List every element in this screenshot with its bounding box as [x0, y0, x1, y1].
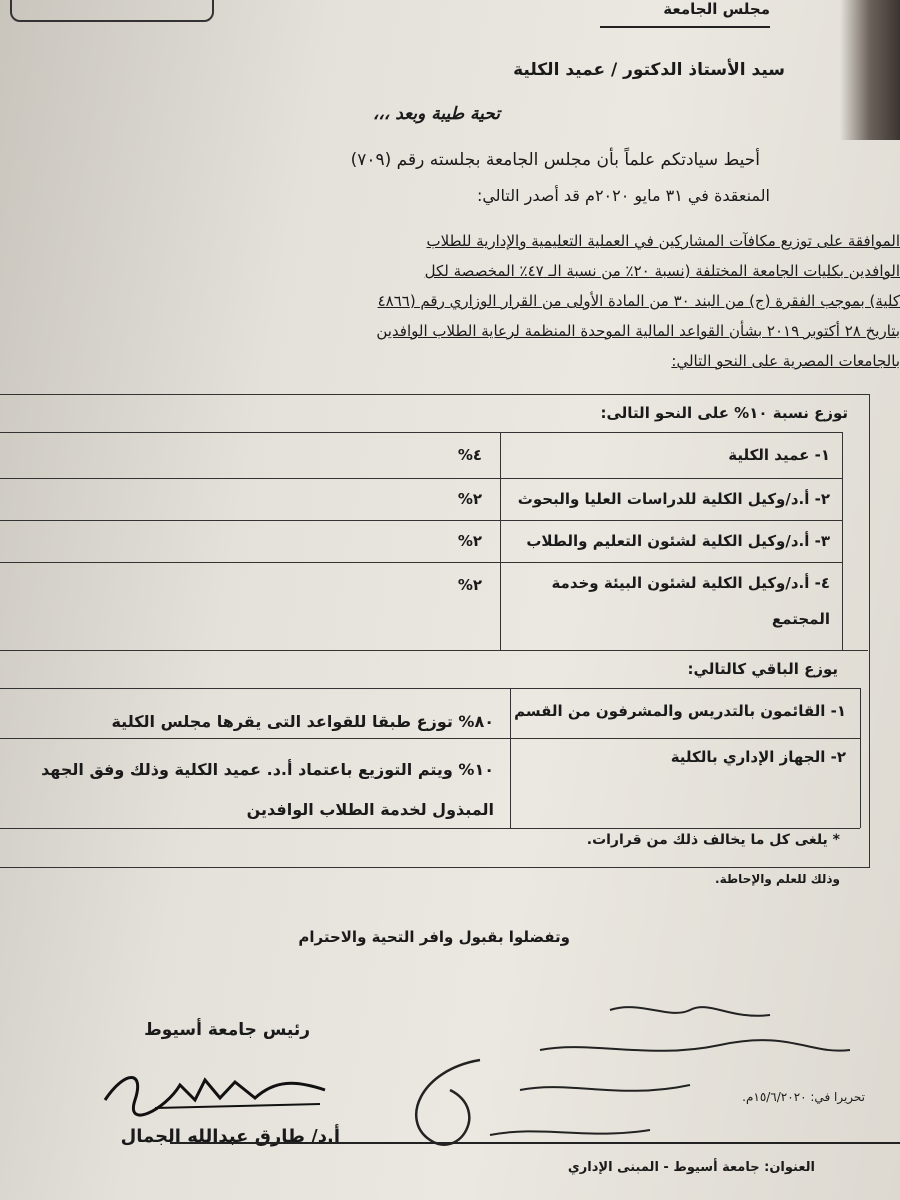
table-rule [0, 432, 842, 433]
pct-vice-grad: ٢% [457, 490, 482, 508]
president-title: رئيس جامعة أسيوط [144, 1020, 310, 1040]
table-rule [510, 688, 511, 828]
pct-vice-env: ٢% [457, 576, 482, 594]
desc-teaching: ٨٠% توزع طبقا للقواعد التى يقرها مجلس الكلية [111, 712, 494, 731]
role-vice-edu: ٣- أ.د/وكيل الكلية لشئون التعليم والطلاب [526, 532, 830, 550]
body-line-2: الوافدين بكليات الجامعة المختلفة (نسبة ٢٠٪ من نسبة الـ ٤٧٪ المخصصة لكل [424, 262, 900, 280]
pct-vice-edu: ٢% [457, 532, 482, 550]
scan-shadow [840, 0, 900, 140]
pct-dean: ٤% [457, 446, 482, 464]
section2-title: يوزع الباقي كالتالي: [687, 660, 838, 678]
greeting: تحية طيبة وبعد ،،، [372, 104, 500, 124]
info-note: وذلك للعلم والإحاطة. [715, 872, 840, 886]
table-rule [0, 478, 842, 479]
address: العنوان: جامعة أسيوط - المبنى الإداري [567, 1160, 815, 1175]
role-vice-grad: ٢- أ.د/وكيل الكلية للدراسات العليا والبحوث [517, 490, 830, 508]
desc-admin-cont: المبذول لخدمة الطلاب الوافدين [246, 800, 494, 819]
body-line-3: كلية) بموجب الفقرة (ج) من البند ٣٠ من المادة الأولى من القرار الوزاري رقم (٤٨٦٦ [377, 292, 900, 310]
body-line-1: الموافقة على توزيع مكافآت المشاركين في العملية التعليمية والإدارية للطلاب [426, 232, 900, 250]
role-teaching: ١- القائمون بالتدريس والمشرفون من القسم [514, 702, 846, 720]
body-line-5: بالجامعات المصرية على النحو التالي: [671, 352, 900, 370]
table-outer-frame [0, 394, 870, 868]
president-name: أ.د/ طارق عبدالله الجمال [120, 1126, 340, 1147]
table-rule [842, 432, 843, 650]
table-rule [0, 738, 860, 739]
body-line-4: بتاريخ ٢٨ أكتوبر ٢٠١٩ بشأن القواعد المالية الموحدة المنظمة لرعاية الطلاب الوافدين [376, 322, 900, 340]
role-dean: ١- عميد الكلية [728, 446, 830, 464]
header-rule [600, 26, 770, 28]
council-header: مجلس الجامعة [663, 0, 770, 18]
issue-date: تحريرا في: ١٥/٦/٢٠٢٠م. [742, 1090, 865, 1104]
footer-rule [170, 1142, 900, 1144]
signature [95, 1060, 335, 1120]
header-box [10, 0, 214, 22]
table-rule [0, 828, 860, 829]
closing-line: وتفضلوا بقبول وافر التحية والاحترام [298, 928, 570, 946]
desc-admin: ١٠% ويتم التوزيع باعتماد أ.د. عميد الكلية وذلك وفق الجهد [41, 760, 494, 779]
intro-line-2: المنعقدة في ٣١ مايو ٢٠٢٠م قد أصدر التالي: [476, 186, 770, 205]
role-vice-env-cont: المجتمع [771, 610, 830, 628]
table-rule [860, 688, 861, 828]
table-rule [0, 562, 842, 563]
intro-line-1: أحيط سيادتكم علماً بأن مجلس الجامعة بجلسته رقم (٧٠٩) [350, 150, 760, 170]
addressee: سيد الأستاذ الدكتور / عميد الكلية [513, 60, 785, 80]
role-vice-env: ٤- أ.د/وكيل الكلية لشئون البيئة وخدمة [551, 574, 830, 592]
cancel-note: * يلغى كل ما يخالف ذلك من قرارات. [586, 832, 840, 848]
table-rule [0, 520, 842, 521]
table-rule [0, 688, 860, 689]
table-rule [500, 432, 501, 650]
table-rule [0, 650, 868, 651]
role-admin: ٢- الجهاز الإداري بالكلية [670, 748, 846, 766]
section1-title: توزع نسبة ١٠% على النحو التالى: [600, 404, 848, 422]
